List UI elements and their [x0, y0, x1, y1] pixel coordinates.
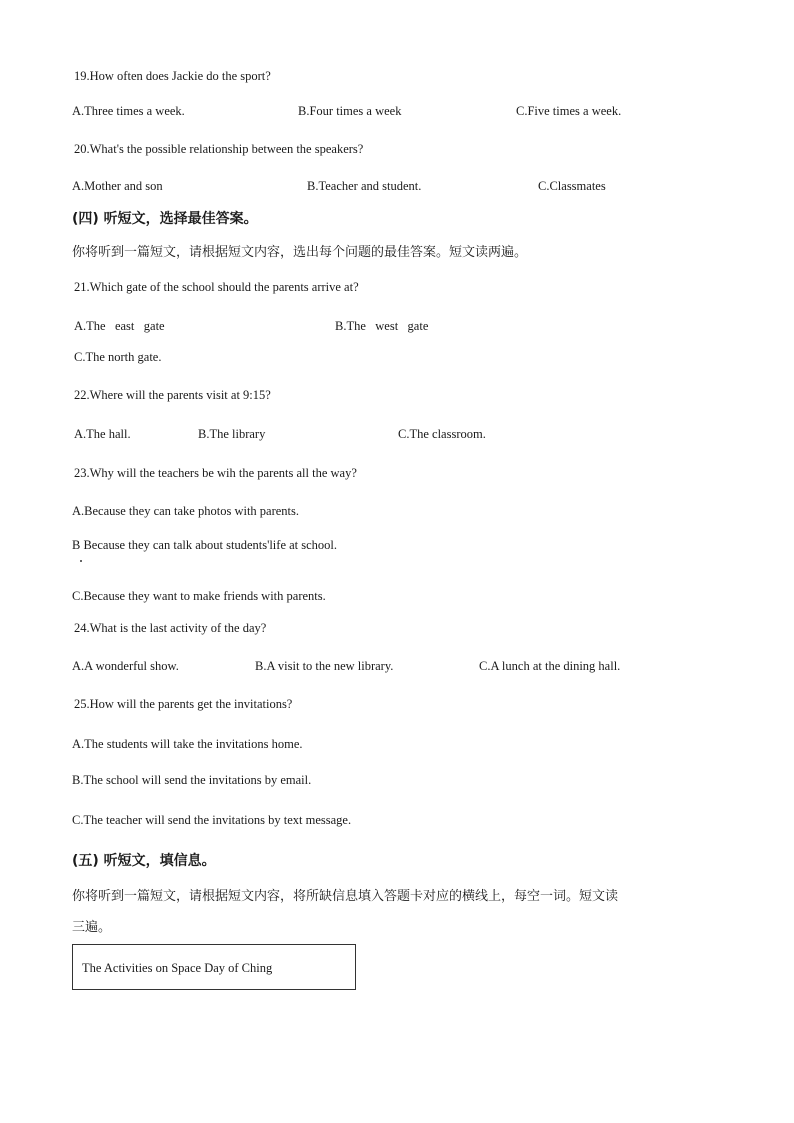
question-24: 24.What is the last activity of the day?	[74, 621, 267, 635]
question-22: 22.Where will the parents visit at 9:15?	[74, 388, 271, 402]
section-5-instruction-line1: 你将听到一篇短文，请根据短文内容，将所缺信息填入答题卡对应的横线上，每空一词。短文读	[72, 889, 619, 904]
q20-option-c: C.Classmates	[538, 179, 606, 193]
q22-option-b: B.The library	[198, 427, 266, 441]
q19-option-a: A.Three times a week.	[72, 104, 185, 118]
q21-option-b: B.The west gate	[335, 319, 429, 333]
q23-option-b: B Because they can talk about students'life at school.	[72, 538, 338, 552]
q23-option-c: C.Because they want to make friends with parents.	[72, 589, 326, 603]
section-5-title: (五) 听短文，填信息。	[72, 853, 216, 869]
q25-option-a: A.The students will take the invitations home.	[72, 737, 303, 751]
section-5-instruction-line2: 三遍。	[72, 920, 112, 935]
q21-option-c: C.The north gate.	[74, 350, 162, 364]
q23-option-a: A.Because they can take photos with parents.	[72, 504, 300, 518]
question-20: 20.What's the possible relationship between the speakers?	[74, 142, 364, 156]
q24-option-a: A.A wonderful show.	[72, 659, 179, 673]
q22-option-a: A.The hall.	[74, 427, 131, 441]
q20-option-b: B.Teacher and student.	[307, 179, 422, 193]
q25-option-b: B.The school will send the invitations by email.	[72, 773, 312, 787]
q24-option-b: B.A visit to the new library.	[255, 659, 394, 673]
q24-option-c: C.A lunch at the dining hall.	[479, 659, 621, 673]
question-21: 21.Which gate of the school should the parents arrive at?	[74, 280, 359, 294]
q22-option-c: C.The classroom.	[398, 427, 486, 441]
q20-option-a: A.Mother and son	[72, 179, 163, 193]
activities-table	[72, 944, 356, 990]
q19-option-c: C.Five times a week.	[516, 104, 622, 118]
section-4-instruction: 你将听到一篇短文，请根据短文内容，选出每个问题的最佳答案。短文读两遍。	[72, 245, 528, 260]
activities-table-title: The Activities on Space Day of Ching	[82, 961, 273, 975]
q25-option-c: C.The teacher will send the invitations by text message.	[72, 813, 352, 827]
section-4-title: (四) 听短文，选择最佳答案。	[72, 211, 258, 227]
question-25: 25.How will the parents get the invitations?	[74, 697, 293, 711]
question-19: 19.How often does Jackie do the sport?	[74, 69, 271, 83]
stray-dot	[80, 560, 82, 562]
q21-option-a: A.The east gate	[74, 319, 165, 333]
question-23: 23.Why will the teachers be wih the parents all the way?	[74, 466, 357, 480]
q19-option-b: B.Four times a week	[298, 104, 402, 118]
